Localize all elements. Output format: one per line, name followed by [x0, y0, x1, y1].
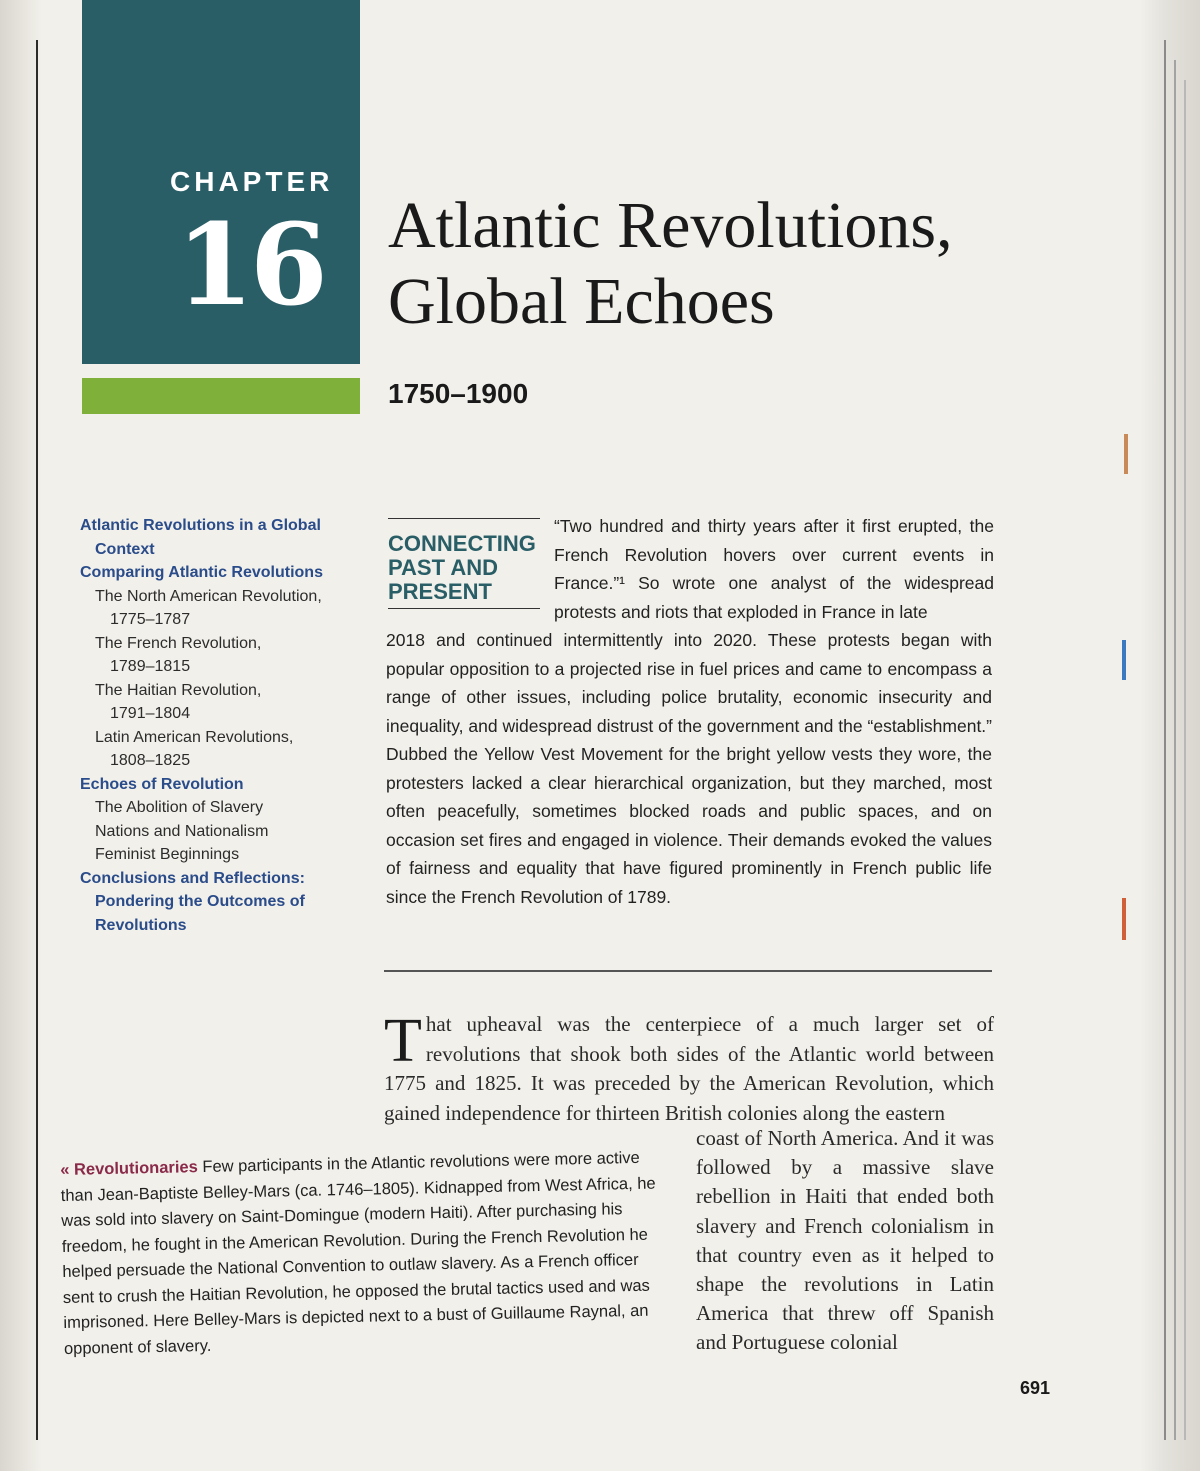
- image-caption: [60, 1145, 676, 1362]
- caption-title: Revolutionaries: [73, 1158, 198, 1179]
- page-tab-marker: [1124, 434, 1128, 474]
- outline-item[interactable]: The French Revolution, 1789–1815: [95, 634, 262, 675]
- chapter-title-line-2: Global Echoes: [388, 265, 775, 338]
- outline-item[interactable]: Atlantic Revolutions in a Global Context: [80, 517, 321, 558]
- divider: [388, 518, 540, 519]
- connecting-text-bottom: 2018 and continued intermittently into 2020. These protests began with popular opposition to a projected rise in fuel prices and came to encompass a range of other issues, including police brutality, economic insecurity and inequality, and widespread distrust of the government and the “establishment.” Dubbed the Yellow Vest Movement for the bright yellow vests they wore, the protesters lacked a clear hierarchical organization, but they marched, most often peacefully, sometimes blocked roads and public spaces, and on occasion set fires and engaged in violence. Their demands evoked the values of fairness and equality that have figured prominently in French public life since the French Revolution of 1789.: [386, 630, 992, 907]
- page-tab-marker: [1122, 898, 1126, 940]
- chevron-left-icon: «: [60, 1160, 70, 1179]
- caption-text: Few participants in the Atlantic revolutions were more active than Jean-Baptiste Belley-Mars (ca. 1746–1805). Kidnapped from West Africa, he was sold into slavery on Saint-Domingue (modern Haiti). After purchasing his freedom, he fought in the American Revolution. During the French Revolution he helped persuade the National Convention to outlaw slavery. As a French officer sent to crush the Haitian Revolution, he opposed the brutal tactics used and was imprisoned. Here Belley-Mars is depicted next to a bust of Guillaume Raynal, an opponent of slavery.: [60, 1148, 656, 1358]
- outline-item[interactable]: Comparing Atlantic Revolutions: [80, 564, 323, 581]
- chapter-label: CHAPTER: [170, 166, 334, 197]
- outline-item[interactable]: Nations and Nationalism: [95, 822, 269, 840]
- chapter-title: [388, 188, 1028, 340]
- page-number: 691: [1020, 1378, 1051, 1398]
- chapter-title-line-1: Atlantic Revolutions,: [388, 189, 953, 262]
- outline-item[interactable]: The Abolition of Slavery: [95, 799, 264, 816]
- chapter-number: 16: [176, 200, 324, 331]
- page-tab-marker: [1122, 640, 1126, 680]
- outline-item[interactable]: Latin American Revolutions, 1808–1825: [95, 728, 294, 769]
- outline-item[interactable]: Conclusions and Reflections: Pondering the Outcomes of Revolutions: [80, 869, 305, 934]
- connecting-text-top: “Two hundred and thirty years after it first erupted, the French Revolution hovers over current events in France.”¹ So wrote one analyst of the widespread protests and riots that exploded in France in late: [554, 516, 994, 622]
- outline-item[interactable]: Feminist Beginnings: [95, 846, 240, 863]
- outline-item[interactable]: The North American Revolution, 1775–1787: [95, 587, 322, 628]
- page-edges: [1140, 0, 1200, 1471]
- outline-item[interactable]: The Haitian Revolution, 1791–1804: [95, 681, 262, 722]
- body-text-wide: hat upheaval was the centerpiece of a much larger set of revolutions that shook both sides of the Atlantic world between 1775 and 1825. It was preceded by the American Revolution, which gained independence for thirteen British colonies along the eastern: [384, 1012, 994, 1125]
- drop-cap: T: [384, 1007, 422, 1075]
- section-divider: [384, 970, 992, 972]
- divider: [388, 608, 540, 609]
- connecting-heading: CONNECTING PAST AND PRESENT: [388, 531, 536, 604]
- chapter-outline: [80, 514, 350, 937]
- chapter-accent-bar: [82, 378, 360, 414]
- body-text-column: coast of North America. And it was followed by a massive slave rebellion in Haiti that ended both slavery and French colonialism in that country even as it helped to shape the revolutions in Latin America that threw off Spanish and Portuguese colonial: [696, 1126, 994, 1355]
- chapter-date-range: 1750–1900: [388, 378, 529, 409]
- outline-item[interactable]: Echoes of Revolution: [80, 775, 244, 793]
- binding-edge: [36, 40, 38, 1440]
- body-paragraph: [384, 1007, 994, 1128]
